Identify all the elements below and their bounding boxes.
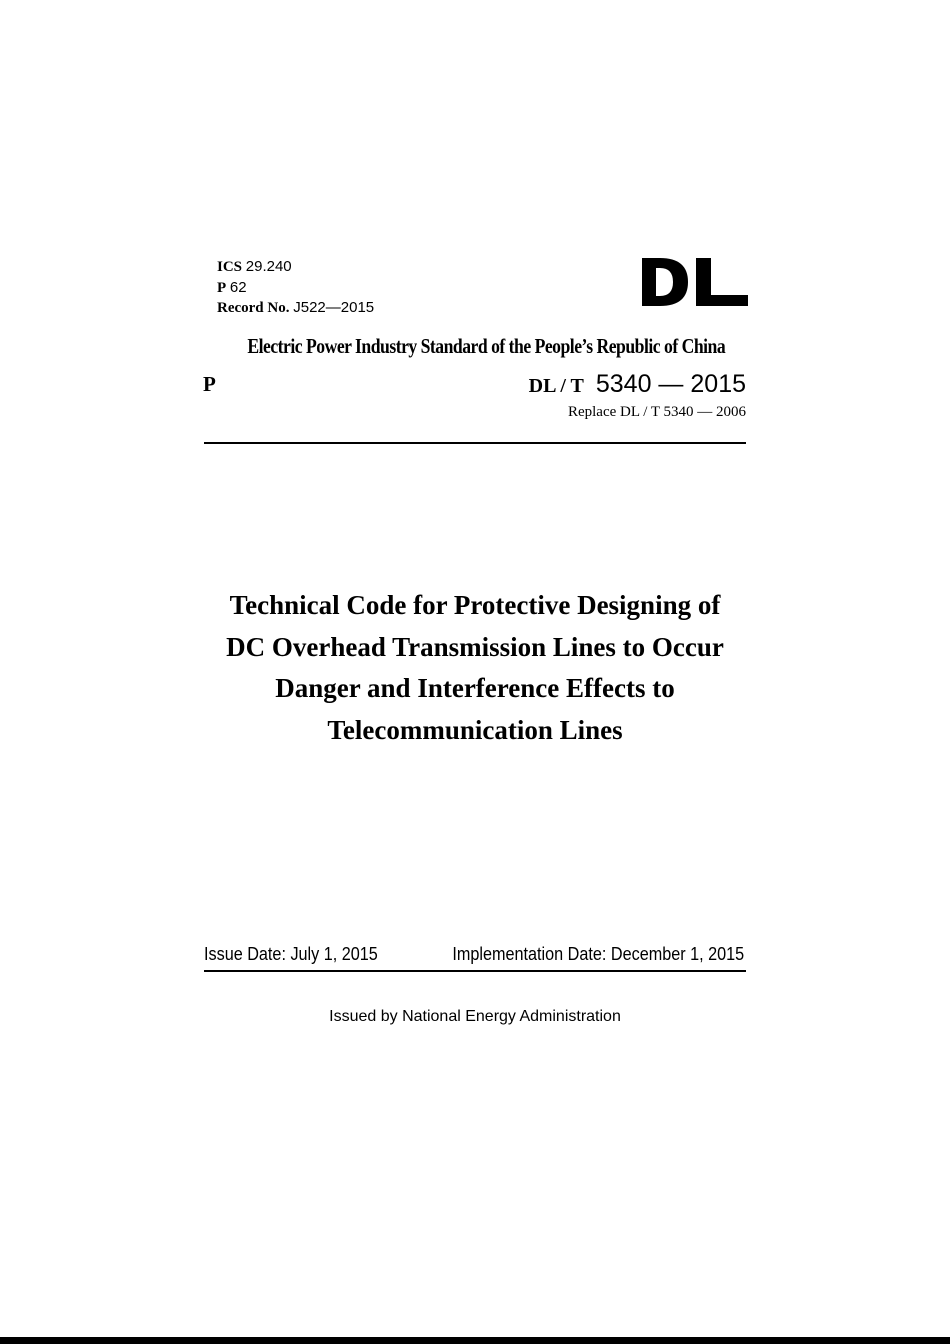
standard-title: Electric Power Industry Standard of the People’s Republic of China [247, 334, 726, 358]
category-letter: P [203, 372, 216, 396]
p-line [217, 278, 374, 299]
title-line: Danger and Interference Effects to [275, 673, 675, 703]
ics-line [217, 257, 374, 278]
ics-label: ICS [217, 259, 243, 275]
title-line: Technical Code for Protective Designing of [229, 590, 721, 620]
implementation-date: Implementation Date: December 1, 2015 [452, 944, 745, 964]
page-bottom-edge [0, 1337, 950, 1344]
document-title [175, 585, 775, 751]
record-label: Record No. [217, 300, 290, 316]
record-value: J522—2015 [293, 299, 375, 316]
dl-logo [640, 252, 750, 312]
issue-date: Issue Date: July 1, 2015 [204, 944, 378, 964]
record-line [217, 298, 374, 319]
issuing-authority: Issued by National Energy Administration [329, 1008, 621, 1025]
replaces-standard: Replace DL / T 5340 — 2006 [567, 404, 746, 420]
bottom-divider [204, 970, 746, 972]
top-divider [204, 442, 746, 444]
standard-code-number: 5340 — 2015 [595, 370, 746, 398]
classification-block [217, 257, 374, 319]
p-value: 62 [229, 278, 247, 296]
standard-code [529, 370, 746, 399]
title-line: Telecommunication Lines [327, 714, 623, 745]
title-line: DC Overhead Transmission Lines to Occur [226, 631, 724, 662]
p-label: P [217, 279, 227, 296]
ics-value: 29.240 [245, 258, 292, 275]
standard-code-prefix: DL / T [528, 375, 584, 397]
